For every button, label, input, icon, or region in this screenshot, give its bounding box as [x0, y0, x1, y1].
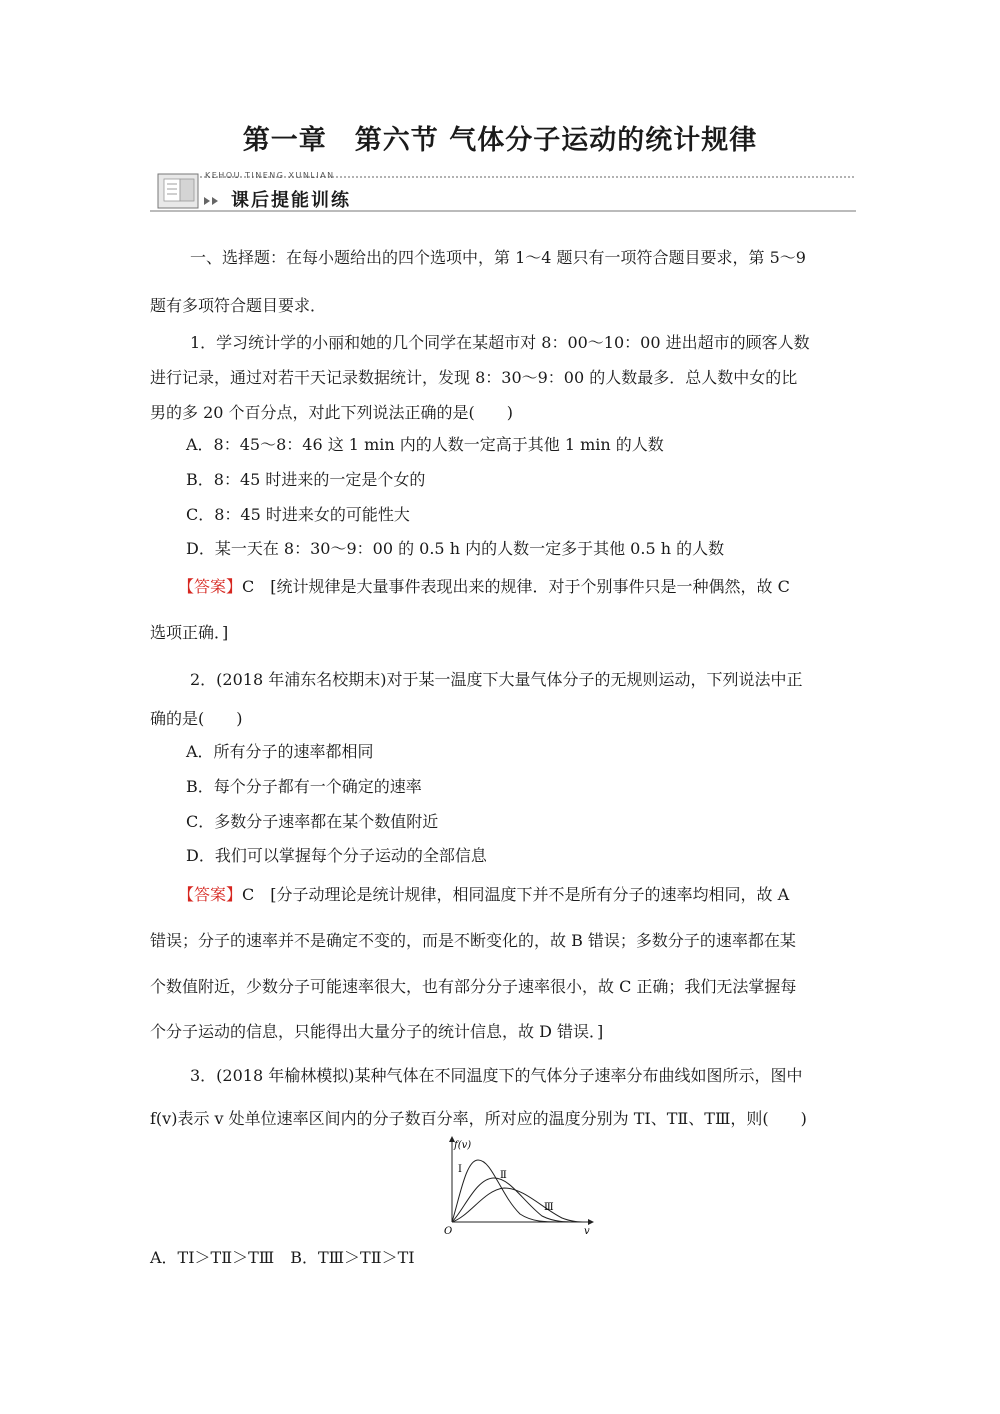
- x-axis-arrow: [588, 1219, 594, 1225]
- q2-stem-line-2: 确的是( ): [150, 709, 243, 728]
- q1-answer-line-1: [178, 577, 790, 597]
- speed-distribution-figure: [442, 1134, 602, 1238]
- banner-arrow-icon: [204, 197, 210, 205]
- curve-label-2: Ⅱ: [500, 1170, 507, 1181]
- banner-title: 课后提能训练: [231, 190, 351, 211]
- y-axis-label: f(v): [454, 1140, 472, 1151]
- origin-label: O: [444, 1226, 453, 1237]
- q1-stem-line-3: 男的多 20 个百分点，对此下列说法正确的是( ): [150, 403, 514, 422]
- q1-answer-tag: 【答案】: [178, 577, 243, 596]
- q2-option-b: B．每个分子都有一个确定的速率: [186, 777, 422, 796]
- page-title: 第一章 第六节 气体分子运动的统计规律: [242, 125, 758, 156]
- q1-answer-line-2: 选项正确．]: [150, 623, 229, 642]
- banner-pinyin: KEHOU TINENG XUNLIAN: [205, 171, 335, 180]
- q2-answer-tag: 【答案】: [178, 885, 243, 904]
- q1-option-c: C．8：45 时进来女的可能性大: [186, 505, 410, 524]
- q3-stem-line-1: 3．(2018 年榆林模拟)某种气体在不同温度下的气体分子速率分布曲线如图所示，图中: [190, 1066, 803, 1085]
- q2-option-a: A．所有分子的速率都相同: [186, 742, 374, 761]
- q1-option-d: D．某一天在 8：30～9：00 的 0.5 h 内的人数一定多于其他 0.5 h 的人数: [186, 539, 725, 558]
- q2-answer-line-4: 个分子运动的信息，只能得出大量分子的统计信息，故 D 错误．]: [150, 1022, 604, 1041]
- q1-stem-line-2: 进行记录，通过对若干天记录数据统计，发现 8：30～9：00 的人数最多．总人数中女的比: [150, 368, 798, 387]
- q1-stem-line-1: 1．学习统计学的小丽和她的几个同学在某超市对 8：00～10：00 进出超市的顾客人数: [190, 333, 810, 352]
- q3-stem-line-2: f(v)表示 v 处单位速率区间内的分子数百分率，所对应的温度分别为 TⅠ、TⅡ、TⅢ，则( ): [150, 1109, 807, 1128]
- q2-stem-line-1: 2．(2018 年浦东名校期末)对于某一温度下大量气体分子的无规则运动，下列说法中正: [190, 670, 803, 689]
- section-instruction-line-1: 一、选择题：在每小题给出的四个选项中，第 1～4 题只有一项符合题目要求，第 5～9: [190, 248, 806, 267]
- x-axis-label: v: [584, 1226, 590, 1237]
- q1-answer-text: C [统计规律是大量事件表现出来的规律．对于个别事件只是一种偶然，故 C: [242, 577, 790, 596]
- q2-answer-line-3: 个数值附近，少数分子可能速率很大，也有部分分子速率很小，故 C 正确；我们无法掌握每: [150, 977, 797, 996]
- curve-label-1: Ⅰ: [458, 1164, 462, 1175]
- section-instruction-line-2: 题有多项符合题目要求．: [150, 296, 327, 315]
- q2-answer-line-1: [178, 885, 789, 905]
- q2-option-c: C．多数分子速率都在某个数值附近: [186, 812, 439, 831]
- q1-option-b: B．8：45 时进来的一定是个女的: [186, 470, 426, 489]
- q2-answer-text: C [分子动理论是统计规律，相同温度下并不是所有分子的速率均相同，故 A: [242, 885, 790, 904]
- q1-option-a: A．8：45～8：46 这 1 min 内的人数一定高于其他 1 min 的人数: [186, 435, 664, 454]
- q2-answer-line-2: 错误；分子的速率并不是确定不变的，而是不断变化的，故 B 错误；多数分子的速率都在某: [150, 931, 796, 950]
- q3-options-line: A．TⅠ＞TⅡ＞TⅢ B．TⅢ＞TⅡ＞TⅠ: [150, 1248, 415, 1267]
- q2-option-d: D．我们可以掌握每个分子运动的全部信息: [186, 846, 487, 865]
- curve-label-3: Ⅲ: [544, 1202, 554, 1213]
